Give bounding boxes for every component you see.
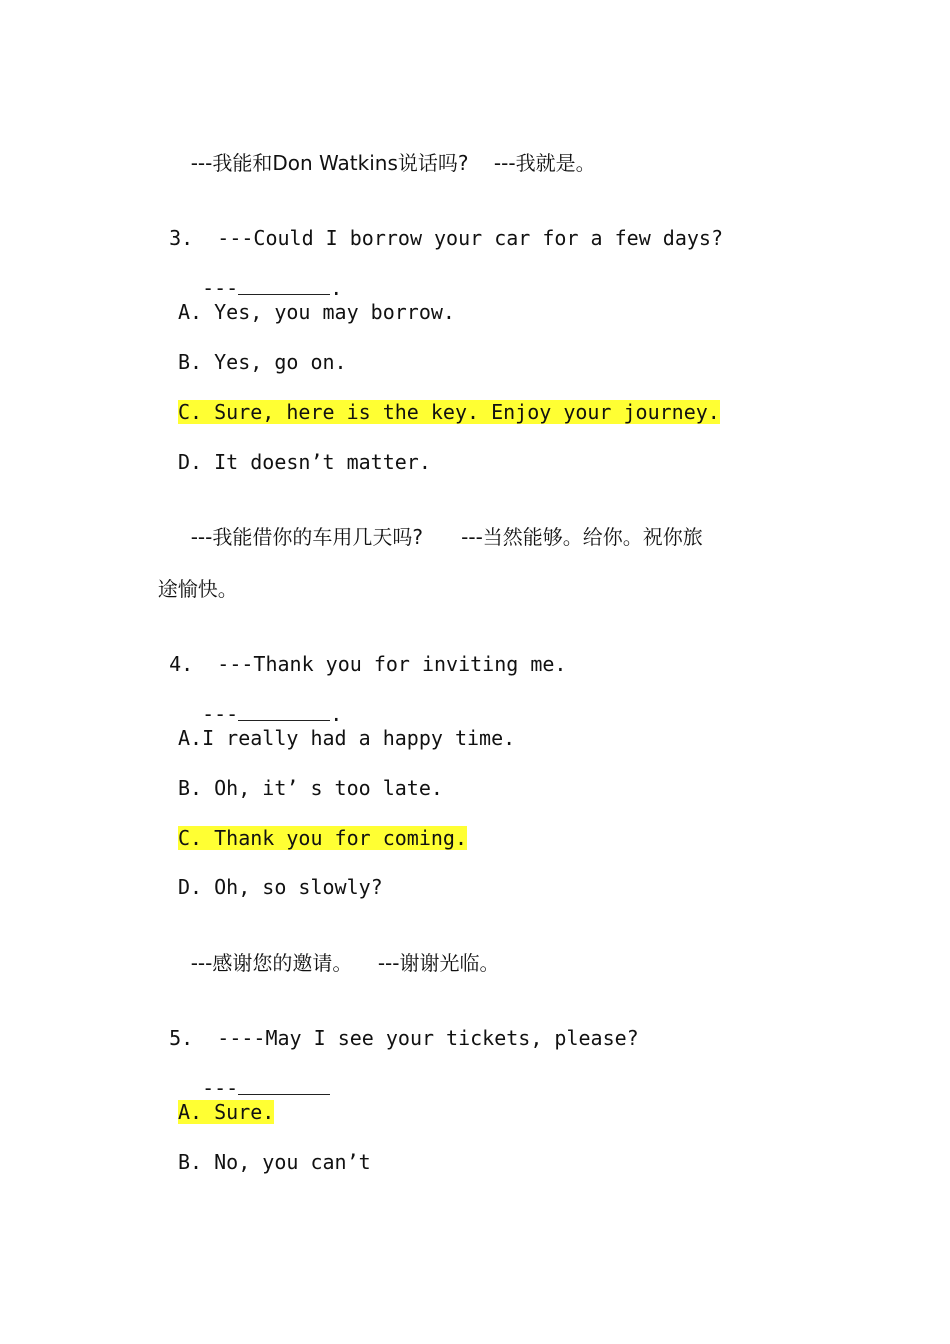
option-b <box>178 1149 371 1175</box>
option-text: D. It doesn’t matter. <box>178 450 431 474</box>
translation-answer: ---当然能够。给你。祝你旅 <box>461 525 703 549</box>
question-4-prompt <box>145 625 566 677</box>
option-b <box>178 775 443 801</box>
translation-answer: ---我就是。 <box>493 151 596 175</box>
option-b <box>178 349 347 375</box>
option-text: A.I really had a happy time. <box>178 726 516 750</box>
option-text: B. Yes, go on. <box>178 350 347 374</box>
option-text: B. Oh, it’ s too late. <box>178 776 443 800</box>
question-text: ----May I see your tickets, please? <box>217 1026 639 1050</box>
question-5-prompt <box>145 999 639 1051</box>
answer-blank <box>238 702 330 721</box>
question-number: 4. <box>169 652 194 676</box>
highlighted-answer: C. Sure, here is the key. Enjoy your journey. <box>178 400 720 424</box>
response-prefix: --- <box>202 702 239 726</box>
question-3-response <box>178 249 342 301</box>
option-a <box>178 299 455 325</box>
translation-line <box>178 124 596 176</box>
question-number: 5. <box>169 1026 194 1050</box>
response-prefix: --- <box>202 1076 239 1100</box>
option-a <box>178 725 515 751</box>
option-text: B. No, you can’t <box>178 1150 371 1174</box>
option-text: A. Yes, you may borrow. <box>178 300 455 324</box>
option-text: D. Oh, so slowly? <box>178 875 383 899</box>
translation-question: ---我能和Don Watkins说话吗? <box>190 151 469 175</box>
option-d <box>178 874 383 900</box>
option-c <box>178 825 467 851</box>
answer-blank <box>238 276 330 295</box>
translation-answer: ---谢谢光临。 <box>377 951 500 975</box>
translation-continuation <box>145 550 238 602</box>
question-text: ---Could I borrow your car for a few days? <box>217 226 724 250</box>
option-d <box>178 449 431 475</box>
answer-blank <box>238 1076 330 1095</box>
question-4-response <box>178 675 342 727</box>
translation-question: ---感谢您的邀请。 <box>190 951 353 975</box>
highlighted-answer: A. Sure. <box>178 1100 275 1124</box>
highlighted-answer: C. Thank you for coming. <box>178 826 467 850</box>
question-number: 3. <box>169 226 194 250</box>
response-suffix: . <box>330 702 343 726</box>
translation-question: ---我能借你的车用几天吗? <box>190 525 423 549</box>
option-c <box>178 399 720 425</box>
response-suffix: . <box>330 276 343 300</box>
question-text: ---Thank you for inviting me. <box>217 652 567 676</box>
response-prefix: --- <box>202 276 239 300</box>
question-5-response <box>178 1049 330 1101</box>
option-a <box>178 1099 274 1125</box>
translation-line <box>178 498 703 550</box>
translation-line <box>178 924 499 976</box>
translation-text: 途愉快。 <box>157 577 238 601</box>
question-3-prompt <box>145 199 723 251</box>
